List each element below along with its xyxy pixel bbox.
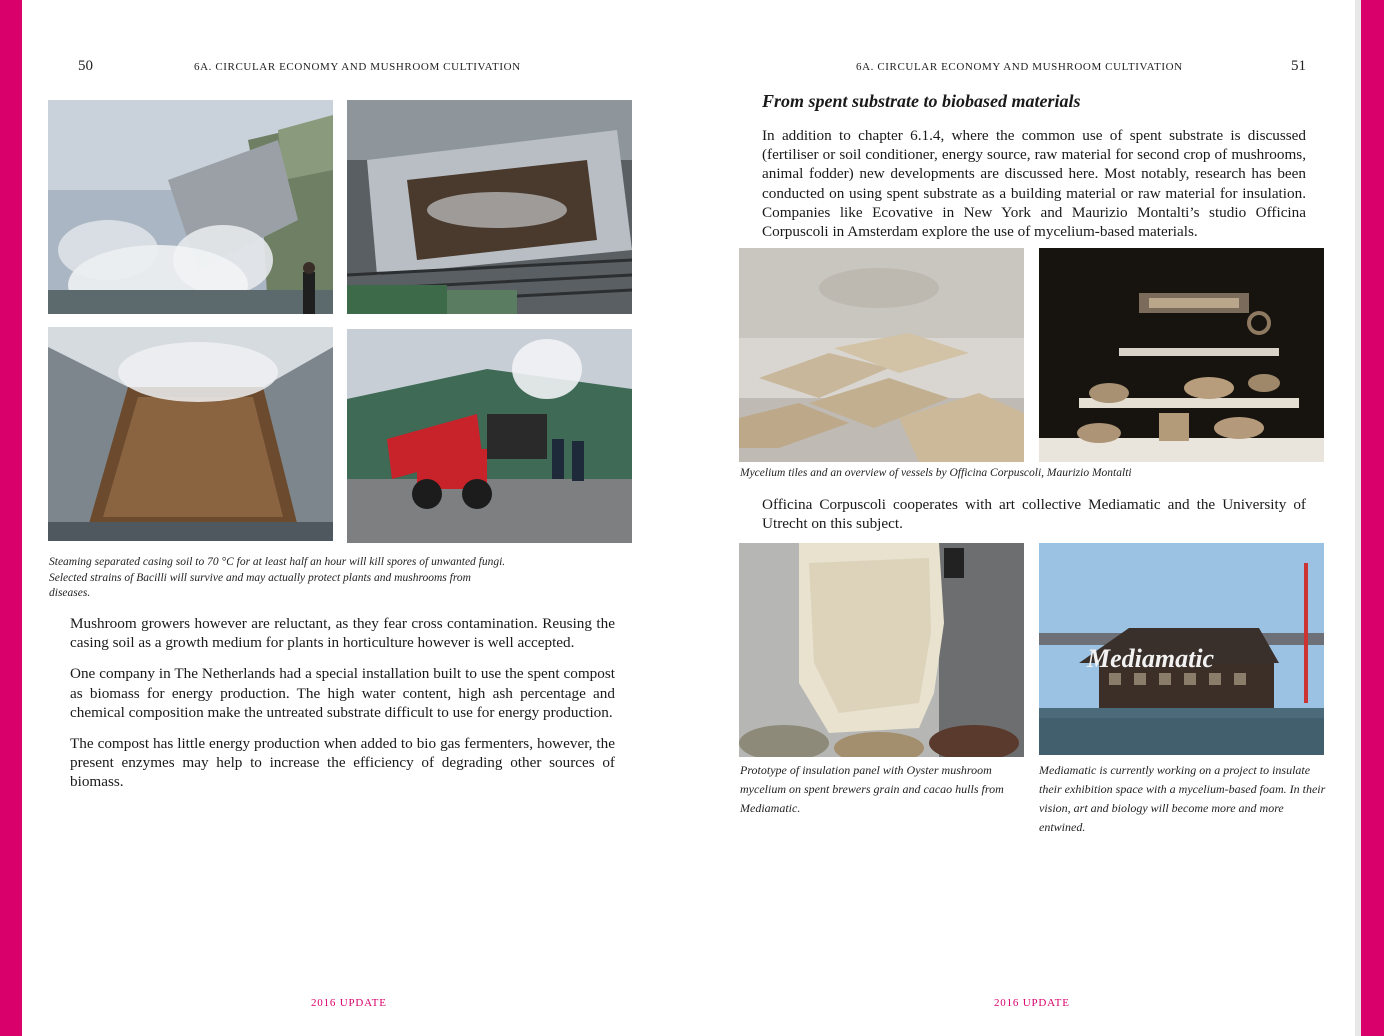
left-body-text [70,614,615,804]
vessels-exhibition-photo [1039,248,1324,462]
left-paragraph-1: Mushroom growers however are reluctant, as they fear cross contamination. Reusing the casing soil as a growth medium for plants in horticulture however is well accepted. [70,615,615,652]
right-page-number: 51 [1291,58,1306,74]
casing-soil-conveyor-photo [48,327,333,541]
right-footer: 2016 UPDATE [994,997,1070,1009]
telehandler-loading-photo [347,329,632,543]
section-heading: From spent substrate to biobased materials [762,91,1081,111]
left-paragraph-2: One company in The Netherlands had a special installation built to use the spent compost as biomass for energy production. The high water content, high ash percentage and chemical composition make the untreated substrate difficult to use for energy production. [70,665,615,721]
insulation-panel-photo [739,543,1024,757]
mediamatic-building-photo [1039,543,1324,755]
right-bottom-right-caption: Mediamatic is currently working on a project to insulate their exhibition space with a mycelium-based foam. In their vision, art and biology will become more and more entwined. [1039,763,1326,834]
left-footer: 2016 UPDATE [311,997,387,1009]
right-edge-bar [1361,0,1384,1036]
left-paragraph-3: The compost has little energy production when added to bio gas fermenters, however, the present enzymes may help to increase the efficiency of degrading other sources of biomass. [70,735,615,791]
left-running-head: 6A. CIRCULAR ECONOMY AND MUSHROOM CULTIVATION [194,61,521,73]
left-page-number: 50 [78,58,93,74]
right-running-head: 6A. CIRCULAR ECONOMY AND MUSHROOM CULTIVATION [856,61,1183,73]
right-intro-paragraph: In addition to chapter 6.1.4, where the common use of spent substrate is discussed (fertiliser or soil conditioner, energy source, raw material for second crop of mushrooms, animal fodder) new developments are discussed here. Most notably, research has been conducted on using spent substrate as a building material or raw material for insulation. Companies like Ecovative in New York and Maurizio Montalti’s studio Officina Corpuscoli in Amsterdam explore the use of mycelium-based materials. [762,127,1306,241]
mediamatic-sign-text: Mediamatic [1087,644,1215,673]
right-intro-text [762,126,1306,253]
steaming-drum-photo [347,100,632,314]
right-middle-text [762,495,1306,545]
right-bottom-left-caption: Prototype of insulation panel with Oyster mushroom mycelium on spent brewers grain and cacao hulls from Mediamatic. [740,763,1004,815]
right-middle-paragraph: Officina Corpuscoli cooperates with art collective Mediamatic and the University of Utrecht on this subject. [762,496,1306,533]
left-edge-bar [0,0,22,1036]
right-top-caption: Mycelium tiles and an overview of vessels by Officina Corpuscoli, Maurizio Montalti [740,467,1132,479]
mycelium-tiles-photo [739,248,1024,462]
steam-pipe-photo [48,100,333,314]
left-photo-caption: Steaming separated casing soil to 70 °C for at least half an hour will kill spores of unwanted fungi. Selected strains of Bacilli will survive and may actually protect plants and mushrooms from diseases. [49,556,506,599]
